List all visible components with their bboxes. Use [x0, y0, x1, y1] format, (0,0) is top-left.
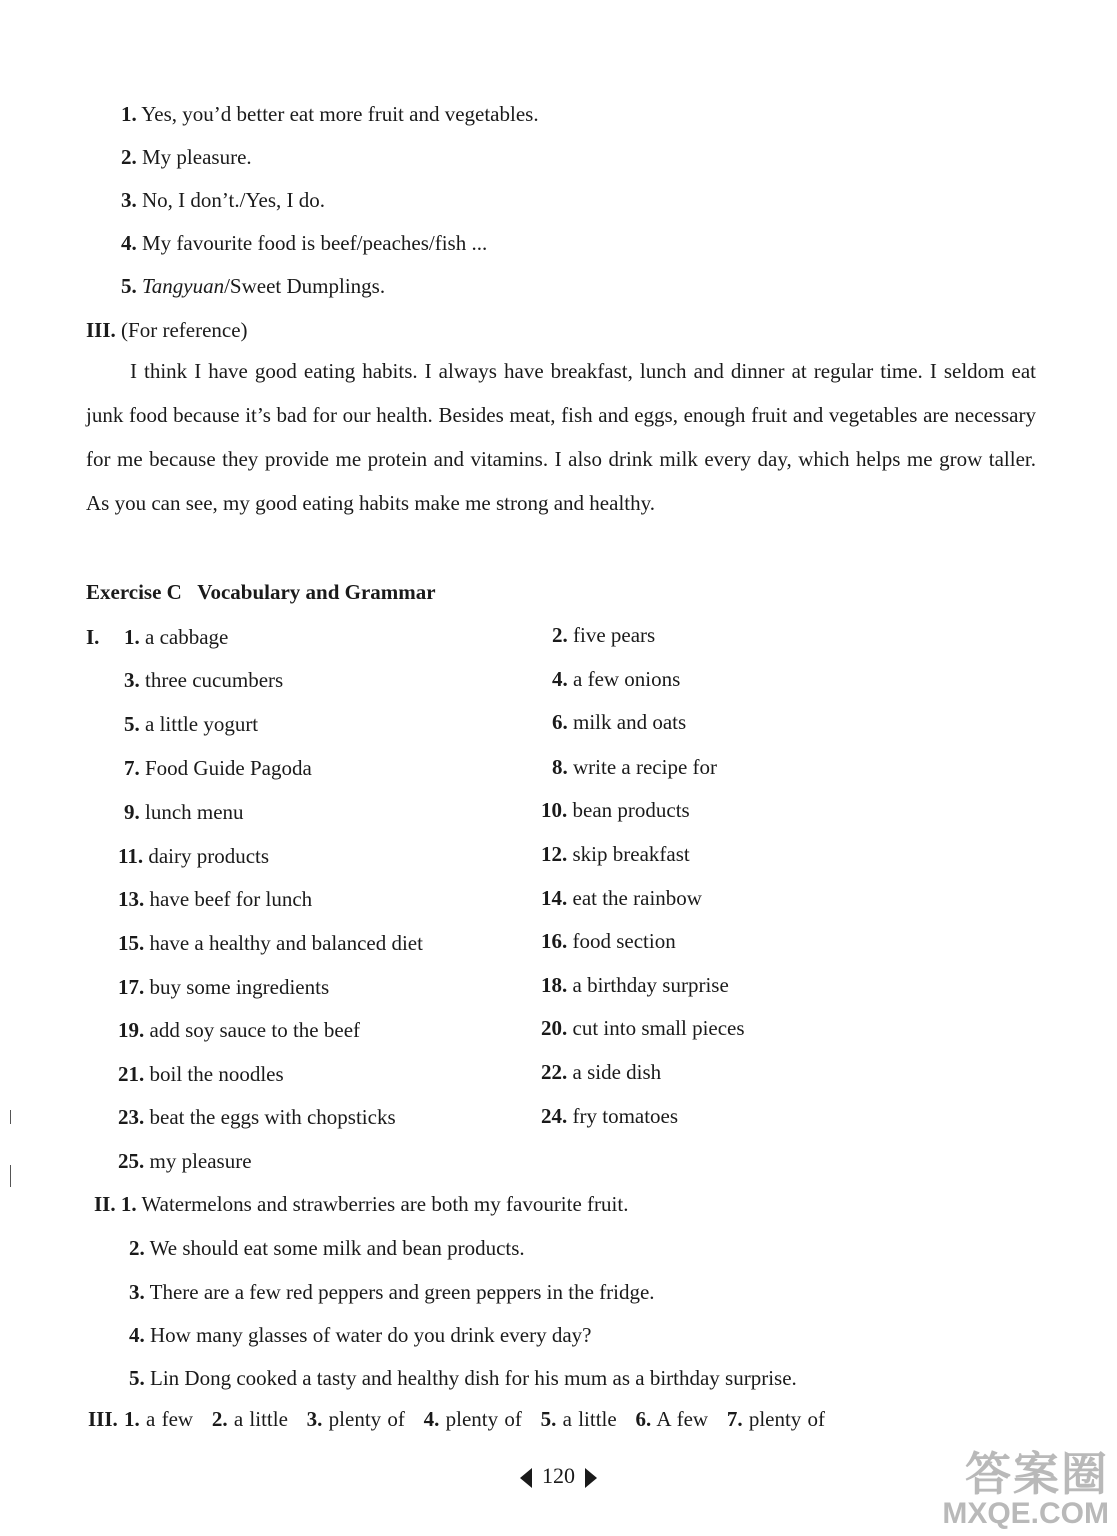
- triangle-left-icon: [520, 1468, 532, 1488]
- item-number: 20.: [541, 1016, 568, 1040]
- exercise-heading: Exercise C Vocabulary and Grammar: [86, 580, 436, 604]
- vocab-text: beat the eggs with chopsticks: [149, 1105, 396, 1129]
- vocab-text: dairy products: [148, 844, 270, 868]
- item-number: 17.: [118, 975, 145, 999]
- watermark-logo-text: 答案圈: [965, 1448, 1109, 1500]
- item-number: 16.: [541, 929, 568, 953]
- item-number: 3.: [306, 1407, 323, 1431]
- vocab-item: [541, 928, 676, 954]
- reference-paragraph: I think I have good eating habits. I always have breakfast, lunch and dinner at regular time. I seldom eat junk food because it’s bad for our health. Besides meat, fish and eggs, enough fruit and vegetables are necessary for me because they provide me protein and vitamins. I also drink milk every day, which helps me grow taller. As you can see, my good eating habits make me strong and healthy.: [86, 359, 1036, 515]
- item-number: 25.: [118, 1149, 145, 1173]
- vocab-item: [124, 624, 228, 650]
- vocab-text: milk and oats: [573, 710, 687, 734]
- vocab-text: bean products: [572, 798, 690, 822]
- roman-numeral: I.: [86, 625, 100, 649]
- vocab-item: [552, 709, 686, 735]
- triangle-right-icon: [585, 1468, 597, 1488]
- sentence-line: [94, 1191, 628, 1217]
- watermark: [942, 1450, 1109, 1530]
- vocab-item: [552, 622, 655, 648]
- item-number: 2.: [129, 1236, 145, 1260]
- item-number: 24.: [541, 1104, 568, 1128]
- vocab-item: [541, 841, 690, 867]
- vocab-text: skip breakfast: [572, 842, 690, 866]
- item-number: 23.: [118, 1105, 145, 1129]
- vocab-item: [541, 1015, 745, 1041]
- vocab-text: a birthday surprise: [572, 973, 729, 997]
- answer-line: [121, 144, 252, 170]
- fill-in-text: a little: [233, 1407, 288, 1431]
- sentence-text: Lin Dong cooked a tasty and healthy dish for his mum as a birthday surprise.: [150, 1366, 797, 1390]
- item-number: 9.: [124, 800, 140, 824]
- sentence-line: [129, 1322, 591, 1348]
- fill-in-text: a little: [562, 1407, 617, 1431]
- vocab-text: a little yogurt: [145, 712, 259, 736]
- vocab-item: [118, 1017, 360, 1043]
- item-number: 1.: [124, 625, 140, 649]
- vocab-item: [124, 799, 244, 825]
- item-number: 3.: [129, 1280, 145, 1304]
- vocab-item: [118, 974, 329, 1000]
- item-number: 2.: [121, 145, 137, 169]
- page-number-text: 120: [542, 1463, 575, 1488]
- item-number: 6.: [635, 1407, 652, 1431]
- roman-numeral: III.: [86, 318, 116, 342]
- item-number: 3.: [124, 668, 140, 692]
- vocab-text: a few onions: [573, 667, 681, 691]
- vocab-item: [118, 930, 423, 956]
- vocab-text: have a healthy and balanced diet: [149, 931, 423, 955]
- item-number: 5.: [124, 712, 140, 736]
- roman-numeral: II.: [94, 1192, 116, 1216]
- vocab-text: have beef for lunch: [149, 887, 313, 911]
- item-number: 5.: [540, 1407, 557, 1431]
- vocab-item: [118, 886, 312, 912]
- answer-text: Yes, you’d better eat more fruit and vegetables.: [141, 102, 539, 126]
- item-number: 7.: [726, 1407, 743, 1431]
- watermark-url: MXQE.COM: [942, 1497, 1109, 1530]
- answer-text: My pleasure.: [142, 145, 252, 169]
- fill-in-text: A few: [656, 1407, 709, 1431]
- answer-italic: Tangyuan: [142, 274, 225, 298]
- item-number: 4.: [121, 231, 137, 255]
- sentence-text: There are a few red peppers and green peppers in the fridge.: [149, 1280, 655, 1304]
- item-number: 1.: [121, 102, 137, 126]
- item-number: 1.: [124, 1407, 140, 1431]
- sentence-line: [129, 1365, 797, 1391]
- item-number: 4.: [129, 1323, 145, 1347]
- vocab-text: my pleasure: [149, 1149, 252, 1173]
- vocab-text: cut into small pieces: [572, 1016, 745, 1040]
- item-number: 3.: [121, 188, 137, 212]
- sentence-line: [129, 1279, 655, 1305]
- vocab-item: [552, 666, 680, 692]
- item-number: 2.: [211, 1407, 228, 1431]
- fill-in-text: plenty of: [445, 1407, 522, 1431]
- sentence-text: Watermelons and strawberries are both my favourite fruit.: [141, 1192, 629, 1216]
- item-number: 2.: [552, 623, 568, 647]
- item-number: 8.: [552, 755, 568, 779]
- vocab-item: [124, 667, 283, 693]
- vocab-text: eat the rainbow: [572, 886, 702, 910]
- vocab-text: add soy sauce to the beef: [149, 1018, 361, 1042]
- item-number: 15.: [118, 931, 145, 955]
- item-number: 5.: [121, 274, 137, 298]
- vocab-text: three cucumbers: [145, 668, 284, 692]
- vocab-item: [541, 797, 690, 823]
- vocab-text: a cabbage: [145, 625, 229, 649]
- vocab-text: fry tomatoes: [572, 1104, 679, 1128]
- answer-text: No, I don’t./Yes, I do.: [142, 188, 325, 212]
- item-number: 19.: [118, 1018, 145, 1042]
- vocab-item: [541, 972, 729, 998]
- scan-mark: [10, 1110, 11, 1124]
- item-number: 14.: [541, 886, 568, 910]
- answer-text: My favourite food is beef/peaches/fish ...: [142, 231, 488, 255]
- vocab-item: [124, 711, 258, 737]
- answer-line: [121, 230, 487, 256]
- sentence-line: [129, 1235, 525, 1261]
- item-number: 1.: [120, 1192, 137, 1216]
- item-number: 11.: [118, 844, 144, 868]
- item-number: 6.: [552, 710, 568, 734]
- item-number: 10.: [541, 798, 568, 822]
- item-number: 4.: [552, 667, 568, 691]
- item-number: 7.: [124, 756, 140, 780]
- vocab-text: Food Guide Pagoda: [145, 756, 312, 780]
- vocab-item: [118, 1104, 396, 1130]
- answer-line: [121, 273, 385, 299]
- item-number: 12.: [541, 842, 568, 866]
- vocab-item: [118, 843, 269, 869]
- fill-in-line: [88, 1406, 825, 1432]
- fill-in-text: plenty of: [748, 1407, 826, 1431]
- vocab-item: [552, 754, 717, 780]
- reference-heading: [86, 317, 248, 343]
- item-number: 18.: [541, 973, 568, 997]
- vocab-item: [124, 755, 312, 781]
- roman-numeral: III.: [88, 1407, 118, 1431]
- sentence-text: How many glasses of water do you drink every day?: [150, 1323, 592, 1347]
- reference-label: (For reference): [121, 318, 248, 342]
- vocab-text: five pears: [573, 623, 656, 647]
- sentence-text: We should eat some milk and bean products.: [149, 1236, 525, 1260]
- vocab-item: [118, 1061, 284, 1087]
- vocab-text: buy some ingredients: [149, 975, 330, 999]
- vocab-item: [541, 885, 702, 911]
- fill-in-text: a few: [146, 1407, 194, 1431]
- item-number: 21.: [118, 1062, 145, 1086]
- vocab-text: a side dish: [572, 1060, 662, 1084]
- vocab-item: [541, 1059, 661, 1085]
- vocab-text: food section: [572, 929, 676, 953]
- scan-mark: [10, 1165, 11, 1187]
- answer-line: [121, 101, 539, 127]
- vocab-text: lunch menu: [145, 800, 244, 824]
- answer-text: /Sweet Dumplings.: [224, 274, 386, 298]
- fill-in-text: plenty of: [328, 1407, 405, 1431]
- answer-line: [121, 187, 325, 213]
- vocab-text: write a recipe for: [573, 755, 717, 779]
- item-number: 5.: [129, 1366, 145, 1390]
- item-number: 22.: [541, 1060, 568, 1084]
- vocab-item: [541, 1103, 678, 1129]
- item-number: 4.: [423, 1407, 440, 1431]
- vocab-item: [118, 1148, 252, 1174]
- vocab-text: boil the noodles: [149, 1062, 284, 1086]
- item-number: 13.: [118, 887, 145, 911]
